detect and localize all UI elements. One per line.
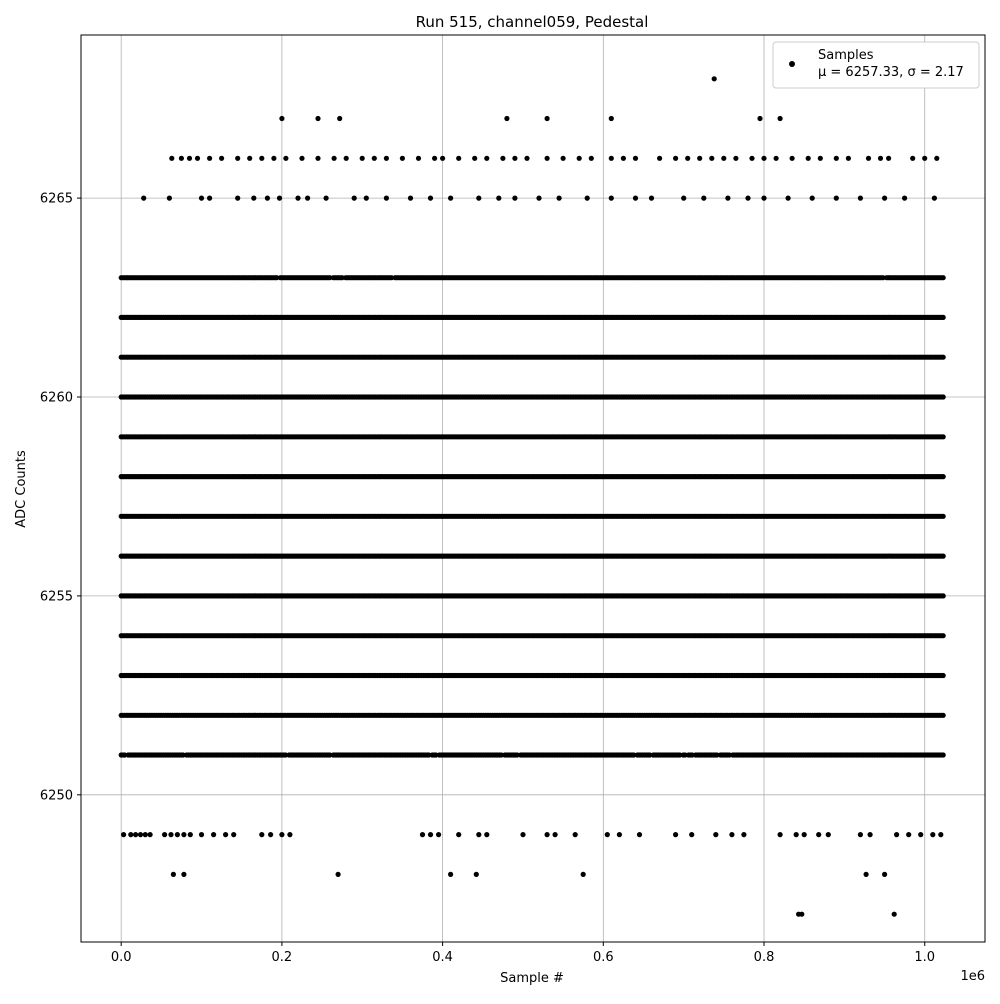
data-point [941,394,946,399]
data-point [941,514,946,519]
data-point [941,593,946,598]
data-point [941,713,946,718]
data-point [941,474,946,479]
data-point [941,554,946,559]
data-point [941,633,946,638]
chart-title: Run 515, channel059, Pedestal [416,13,649,31]
data-point [941,434,946,439]
data-point [941,673,946,678]
data-point [941,752,946,757]
